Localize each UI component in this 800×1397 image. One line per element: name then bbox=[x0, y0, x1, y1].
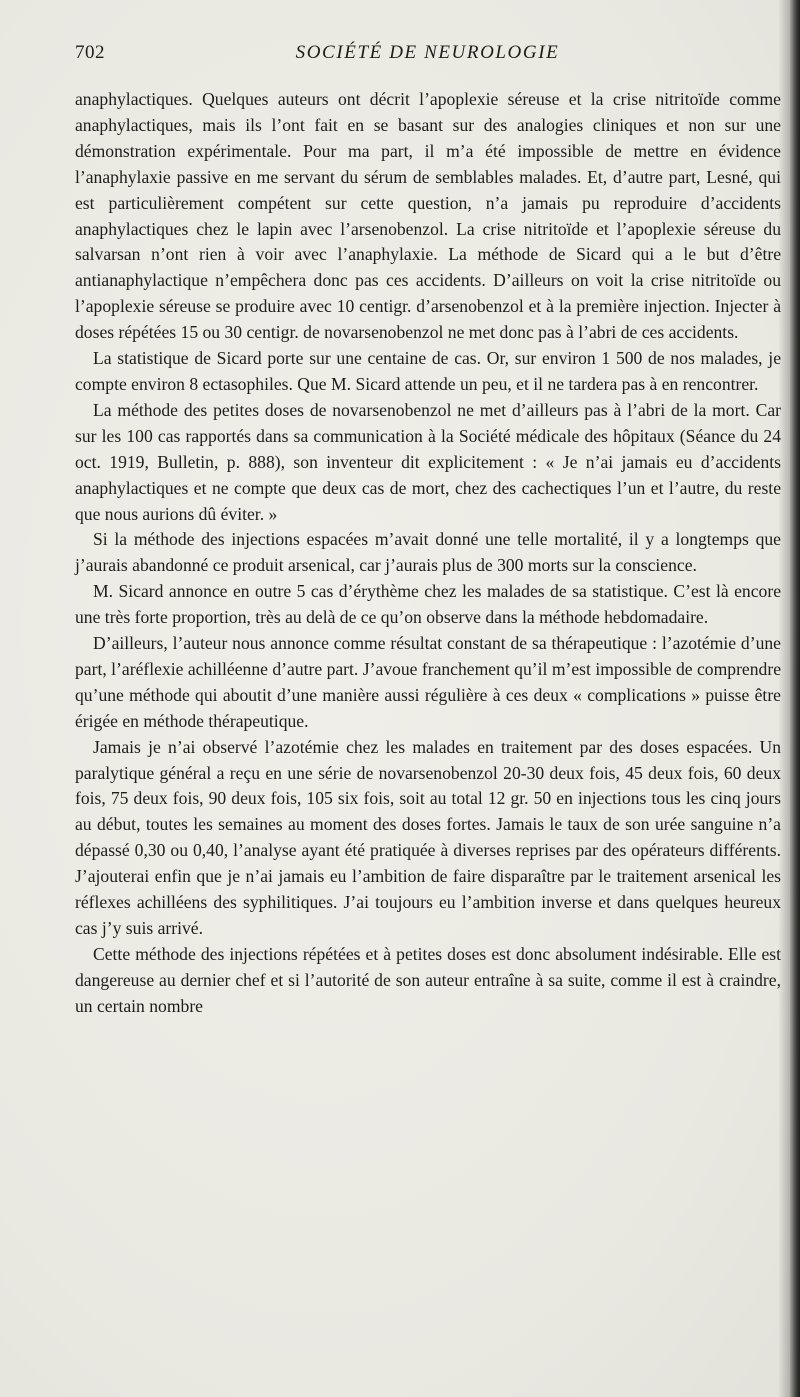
paragraph: anaphylactiques. Quelques auteurs ont décrit l’apoplexie séreuse et la crise nitritoïde comme anaphylactiques, mais ils l’ont fait en se basant sur des analogies cliniques et non sur une démonstration expérimentale. Pour ma part, il m’a été impossible de mettre en évidence l’anaphylaxie passive en me servant du sérum de semblables malades. Et, d’autre part, Lesné, qui est particulièrement compétent sur cette question, n’a jamais pu reproduire d’accidents anaphylactiques chez le lapin avec l’arsenobenzol. La crise nitritoïde et l’apoplexie séreuse du salvarsan n’ont rien à voir avec l’anaphylaxie. La méthode de Sicard qui a le but d’être antianaphylactique n’empêchera donc pas ces accidents. D’ailleurs on voit la crise nitritoïde ou l’apoplexie séreuse se produire avec 10 centigr. d’arsenobenzol et à la première injection. Injecter à doses répétées 15 ou 30 centigr. de novarsenobenzol ne met donc pas à l’abri de ces accidents. bbox=[75, 89, 781, 343]
paragraph: M. Sicard annonce en outre 5 cas d’érythème chez les malades de sa statistique. C’est là encore une très forte proportion, très au delà de ce qu’on observe dans la méthode hebdomadaire. bbox=[75, 581, 781, 628]
paragraph: Si la méthode des injections espacées m’avait donné une telle mortalité, il y a longtemps que j’aurais abandonné ce produit arsenical, car j’aurais plus de 300 morts sur la conscience. bbox=[75, 529, 781, 576]
paragraph: La méthode des petites doses de novarsenobenzol ne met d’ailleurs pas à l’abri de la mort. Car sur les 100 cas rapportés dans sa communication à la Société médicale des hôpitaux (Séance du 24 oct. 1919, Bulletin, p. 888), son inventeur dit explicitement : « Je n’ai jamais eu d’accidents anaphylactiques et ne compte que deux cas de mort, chez des cachectiques l’un et l’autre, du reste que nous aurions dû éviter. » bbox=[75, 399, 781, 524]
page-header bbox=[75, 42, 780, 72]
paragraph: La statistique de Sicard porte sur une centaine de cas. Or, sur environ 1 500 de nos malades, je compte environ 8 ectasophiles. Que M. Sicard attende un peu, et il ne tardera pas à en rencontrer. bbox=[75, 348, 781, 394]
paragraph: D’ailleurs, l’auteur nous annonce comme résultat constant de sa thérapeutique : l’azotémie d’une part, l’aréflexie achilléenne d’autre part. J’avoue franchement qu’il m’est impossible de comprendre qu’une méthode qui aboutit d’une manière aussi régulière à ces deux « complications » puisse être érigée en méthode thérapeutique. bbox=[75, 633, 781, 731]
paragraph: Jamais je n’ai observé l’azotémie chez les malades en traitement par des doses espacées. Un paralytique général a reçu en une série de novarsenobenzol 20-30 deux fois, 45 deux fois, 60 deux fois, 75 deux fois, 90 deux fois, 105 six fois, soit au total 12 gr. 50 en injections tous les cinq jours au début, toutes les semaines au moment des doses fortes. Jamais le taux de son urée sanguine n’a dépassé 0,30 ou 0,40, l’analyse ayant été pratiquée à diverses reprises par des opérateurs différents. J’ajouterai enfin que je n’ai jamais eu l’ambition de faire disparaître par le traitement arsenical les réflexes achilléens des syphilitiques. J’ai toujours eu l’ambition inverse et dans quelques heureux cas j’y suis arrivé. bbox=[75, 736, 781, 938]
page-spine-shadow bbox=[790, 0, 800, 1397]
paragraph: Cette méthode des injections répétées et à petites doses est donc absolument indésirable. Elle est dangereuse au dernier chef et si l’autorité de son auteur entraîne à sa suite, comme il est à craindre, un certain nombre bbox=[75, 943, 781, 1016]
page-number: 702 bbox=[75, 42, 105, 63]
body-text bbox=[75, 87, 781, 1020]
running-head: SOCIÉTÉ DE NEUROLOGIE bbox=[295, 42, 560, 63]
